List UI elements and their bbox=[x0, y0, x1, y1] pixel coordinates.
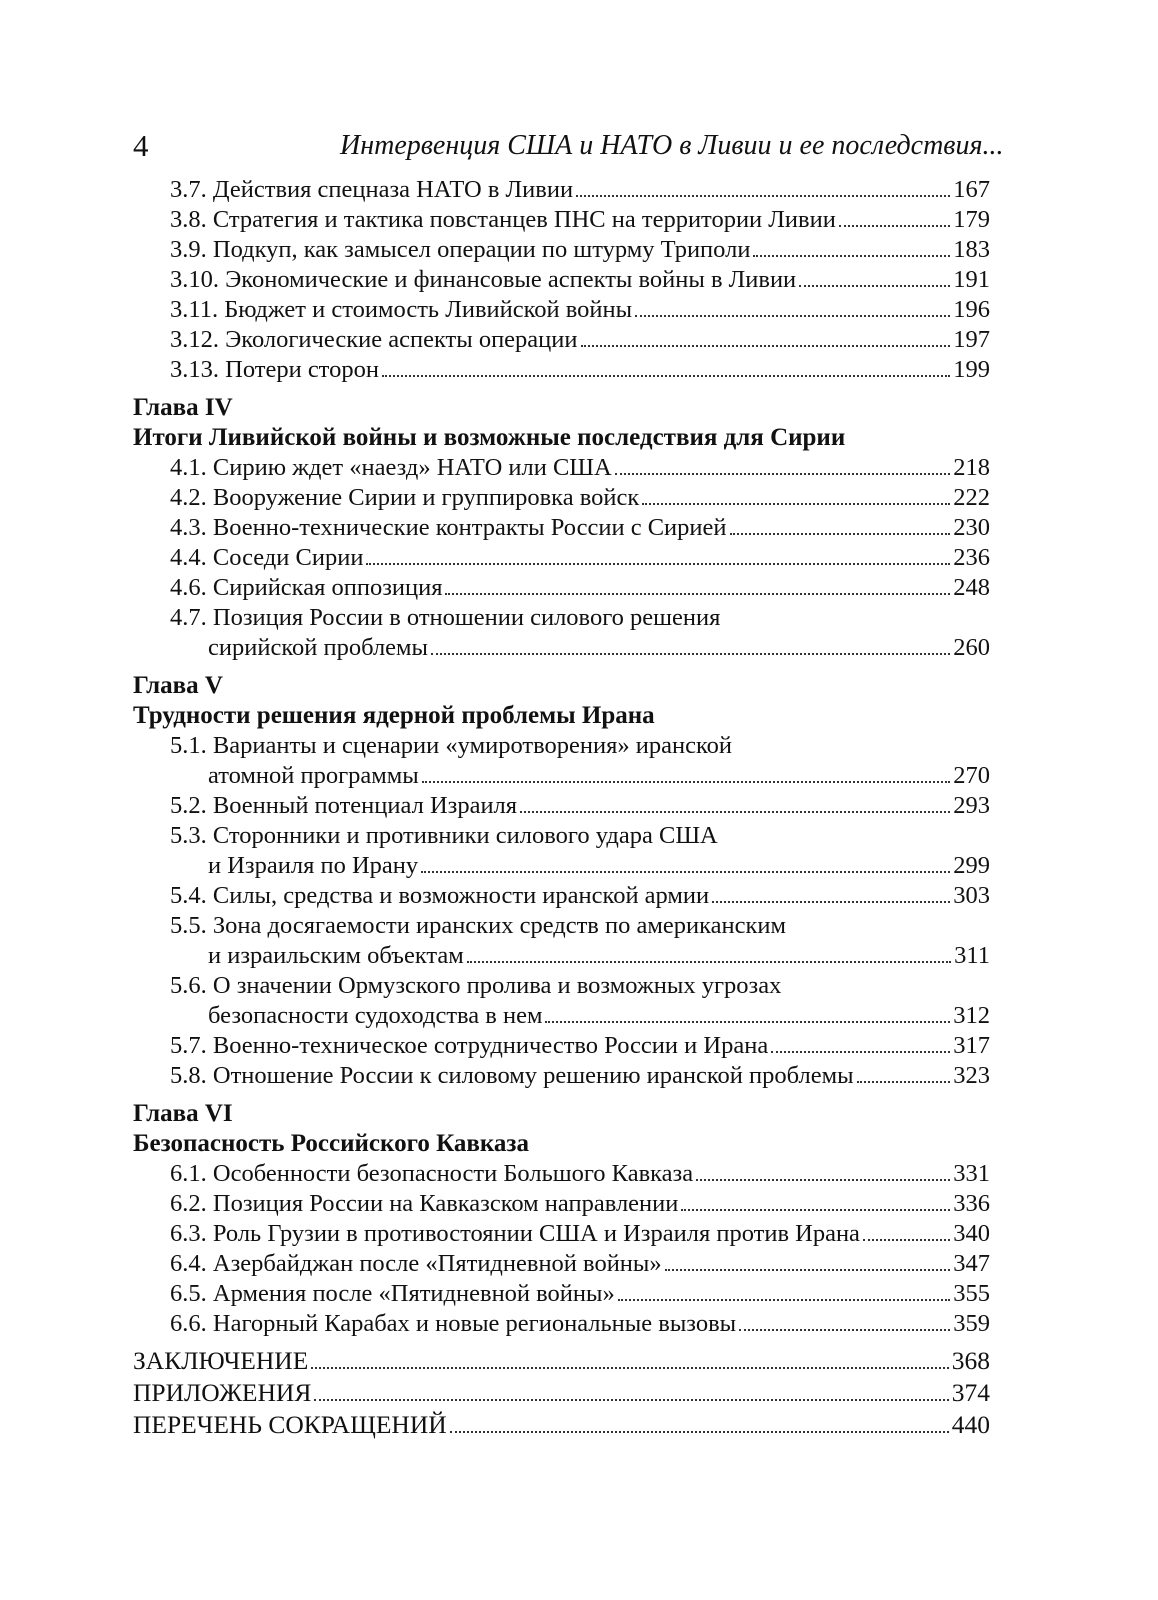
chapter-4-label: Глава IV bbox=[133, 394, 233, 421]
toc-entry-4-2: 4.2. Вооружение Сирии и группировка войск 222 bbox=[170, 484, 990, 511]
toc-entry-4-3: 4.3. Военно-технические контракты России с Сирией 230 bbox=[170, 514, 990, 541]
toc-entry-abbreviations: ПЕРЕЧЕНЬ СОКРАЩЕНИЙ 440 bbox=[133, 1410, 990, 1439]
toc-entry-5-8: 5.8. Отношение России к силовому решению иранской проблемы 323 bbox=[170, 1062, 990, 1089]
toc-entry-6-2: 6.2. Позиция России на Кавказском направлении 336 bbox=[170, 1190, 990, 1217]
chapter-6-title: Безопасность Российского Кавказа bbox=[133, 1130, 529, 1157]
toc-entry-5-4: 5.4. Силы, средства и возможности иранской армии 303 bbox=[170, 882, 990, 909]
toc-entry-4-4: 4.4. Соседи Сирии 236 bbox=[170, 544, 990, 571]
toc-entry-4-7-line1: 4.7. Позиция России в отношении силового решения bbox=[170, 604, 721, 631]
chapter-4-title: Итоги Ливийской войны и возможные последствия для Сирии bbox=[133, 424, 846, 451]
chapter-5-title: Трудности решения ядерной проблемы Ирана bbox=[133, 702, 655, 729]
toc-entry-3-10: 3.10. Экономические и финансовые аспекты войны в Ливии 191 bbox=[170, 266, 990, 293]
toc-entry-3-9: 3.9. Подкуп, как замысел операции по штурму Триполи 183 bbox=[170, 236, 990, 263]
toc-entry-5-7: 5.7. Военно-техническое сотрудничество России и Ирана 317 bbox=[170, 1032, 990, 1059]
toc-entry-5-5-line1: 5.5. Зона досягаемости иранских средств по американским bbox=[170, 912, 786, 939]
toc-entry-3-11: 3.11. Бюджет и стоимость Ливийской войны 196 bbox=[170, 296, 990, 323]
toc-entry-5-2: 5.2. Военный потенциал Израиля 293 bbox=[170, 792, 990, 819]
toc-entry-3-13: 3.13. Потери сторон 199 bbox=[170, 356, 990, 383]
toc-entry-6-4: 6.4. Азербайджан после «Пятидневной войны» 347 bbox=[170, 1250, 990, 1277]
page-number: 4 bbox=[133, 128, 149, 163]
chapter-6-label: Глава VI bbox=[133, 1100, 233, 1127]
toc-entry-5-6-line1: 5.6. О значении Ормузского пролива и возможных угрозах bbox=[170, 972, 782, 999]
toc-entry-4-6: 4.6. Сирийская оппозиция 248 bbox=[170, 574, 990, 601]
toc-entry-appendices: ПРИЛОЖЕНИЯ 374 bbox=[133, 1378, 990, 1407]
chapter-5-label: Глава V bbox=[133, 672, 223, 699]
toc-entry-5-1-line1: 5.1. Варианты и сценарии «умиротворения» иранской bbox=[170, 732, 732, 759]
toc-entry-6-3: 6.3. Роль Грузии в противостоянии США и Израиля против Ирана 340 bbox=[170, 1220, 990, 1247]
toc-entry-5-6-line2: безопасности судоходства в нем 312 bbox=[208, 1002, 990, 1029]
toc-entry-6-6: 6.6. Нагорный Карабах и новые региональные вызовы 359 bbox=[170, 1310, 990, 1337]
toc-entry-5-5-line2: и израильским объектам 311 bbox=[208, 942, 990, 969]
toc-entry-conclusion: ЗАКЛЮЧЕНИЕ 368 bbox=[133, 1346, 990, 1375]
table-of-contents bbox=[0, 175, 1158, 1441]
toc-entry-3-12: 3.12. Экологические аспекты операции 197 bbox=[170, 326, 990, 353]
toc-entry-3-7: 3.7. Действия спецназа НАТО в Ливии 167 bbox=[170, 176, 990, 203]
toc-entry-5-3-line2: и Израиля по Ирану 299 bbox=[208, 852, 990, 879]
toc-entry-6-5: 6.5. Армения после «Пятидневной войны» 355 bbox=[170, 1280, 990, 1307]
toc-entry-4-1: 4.1. Сирию ждет «наезд» НАТО или США 218 bbox=[170, 454, 990, 481]
toc-entry-5-3-line1: 5.3. Сторонники и противники силового удара США bbox=[170, 822, 718, 849]
toc-entry-4-7-line2: сирийской проблемы 260 bbox=[208, 634, 990, 661]
toc-entry-5-1-line2: атомной программы 270 bbox=[208, 762, 990, 789]
toc-entry-3-8: 3.8. Стратегия и тактика повстанцев ПНС на территории Ливии 179 bbox=[170, 206, 990, 233]
toc-entry-6-1: 6.1. Особенности безопасности Большого Кавказа 331 bbox=[170, 1160, 990, 1187]
running-title: Интервенция США и НАТО в Ливии и ее последствия... bbox=[340, 130, 1004, 161]
